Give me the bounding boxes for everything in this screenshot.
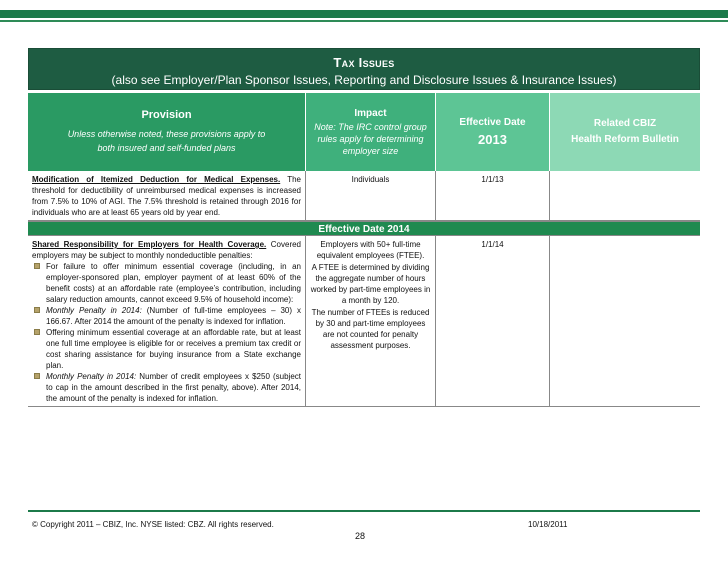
column-header-effective-date: Effective Date 2013	[436, 93, 550, 171]
provision-title: Modification of Itemized Deduction for Medical Expenses.	[32, 175, 281, 184]
table-row	[28, 236, 700, 407]
provision-intro: Covered employers may be subject to monthly nondeductible penalties:	[32, 240, 302, 260]
list-item: For failure to offer minimum essential coverage (including, in an employer-sponsored plan, employer payment of at least 60% of the benefit costs) at an affordable rate (employee’s contribution, including salary reduction amounts, cannot exceed 9.5% of household income):	[32, 261, 301, 305]
provision-cell	[28, 236, 306, 406]
bullet-square-icon	[34, 263, 40, 269]
bullet-square-icon	[34, 373, 40, 379]
table-row	[28, 171, 700, 221]
effective-date-cell: 1/1/13	[436, 171, 550, 220]
list-item: Monthly Penalty in 2014: Number of credit employees x $250 (subject to cap in the amount described in the first penalty, above). After 2014, the amount of the penalty is indexed for inflation.	[32, 371, 301, 404]
column-header-row	[28, 93, 700, 171]
bullet-square-icon	[34, 329, 40, 335]
impact-cell: Employers with 50+ full-time equivalent employees (FTEE). A FTEE is determined by dividing the aggregate number of hours worked by part-time employees in a month by 120. The number of FTEEs is reduced by 30 and part-time employees are not counted for penalty assessment purposes.	[306, 236, 436, 406]
related-bulletin-cell	[550, 236, 700, 406]
column-header-impact: Impact Note: The IRC control group rules apply for determining employer size	[306, 93, 436, 171]
page-title: Tax Issues	[333, 55, 395, 70]
effective-date-cell: 1/1/14	[436, 236, 550, 406]
top-accent-line	[0, 20, 728, 22]
copyright-text: © Copyright 2011 – CBIZ, Inc. NYSE listed: CBZ. All rights reserved.	[32, 520, 274, 529]
footer-rule	[28, 510, 700, 512]
footer-date: 10/18/2011	[528, 520, 568, 529]
page-subtitle: (also see Employer/Plan Sponsor Issues, Reporting and Disclosure Issues & Insurance Issues)	[111, 73, 617, 87]
section-header-2014: Effective Date 2014	[28, 221, 700, 236]
list-item: Monthly Penalty in 2014: (Number of full-time employees – 30) x 166.67. After 2014 the amount of the penalty is indexed for inflation.	[32, 305, 301, 327]
bullet-square-icon	[34, 307, 40, 313]
column-header-provision: Provision Unless otherwise noted, these provisions apply to both insured and self-funded plans	[28, 93, 306, 171]
related-bulletin-cell	[550, 171, 700, 220]
provision-text: The threshold for deductibility of unreimbursed medical expenses is increased from 7.5% to 10% of AGI. The 7.5% threshold is retained through 2016 for individuals who are at least 65 years old by year end.	[32, 175, 301, 217]
title-block	[28, 48, 700, 90]
impact-cell: Individuals	[306, 171, 436, 220]
column-header-related-bulletin: Related CBIZ Health Reform Bulletin	[550, 93, 700, 171]
provision-title: Shared Responsibility for Employers for Health Coverage.	[32, 240, 267, 249]
list-item: Offering minimum essential coverage at an affordable rate, but at least one full time employee is eligible for or receives a premium tax credit or cost sharing assistance for buying insurance from a State exchange plan.	[32, 327, 301, 371]
page-number: 28	[355, 531, 366, 541]
provision-cell	[28, 171, 306, 220]
top-accent-bar	[0, 10, 728, 18]
tax-issues-table	[28, 48, 700, 407]
